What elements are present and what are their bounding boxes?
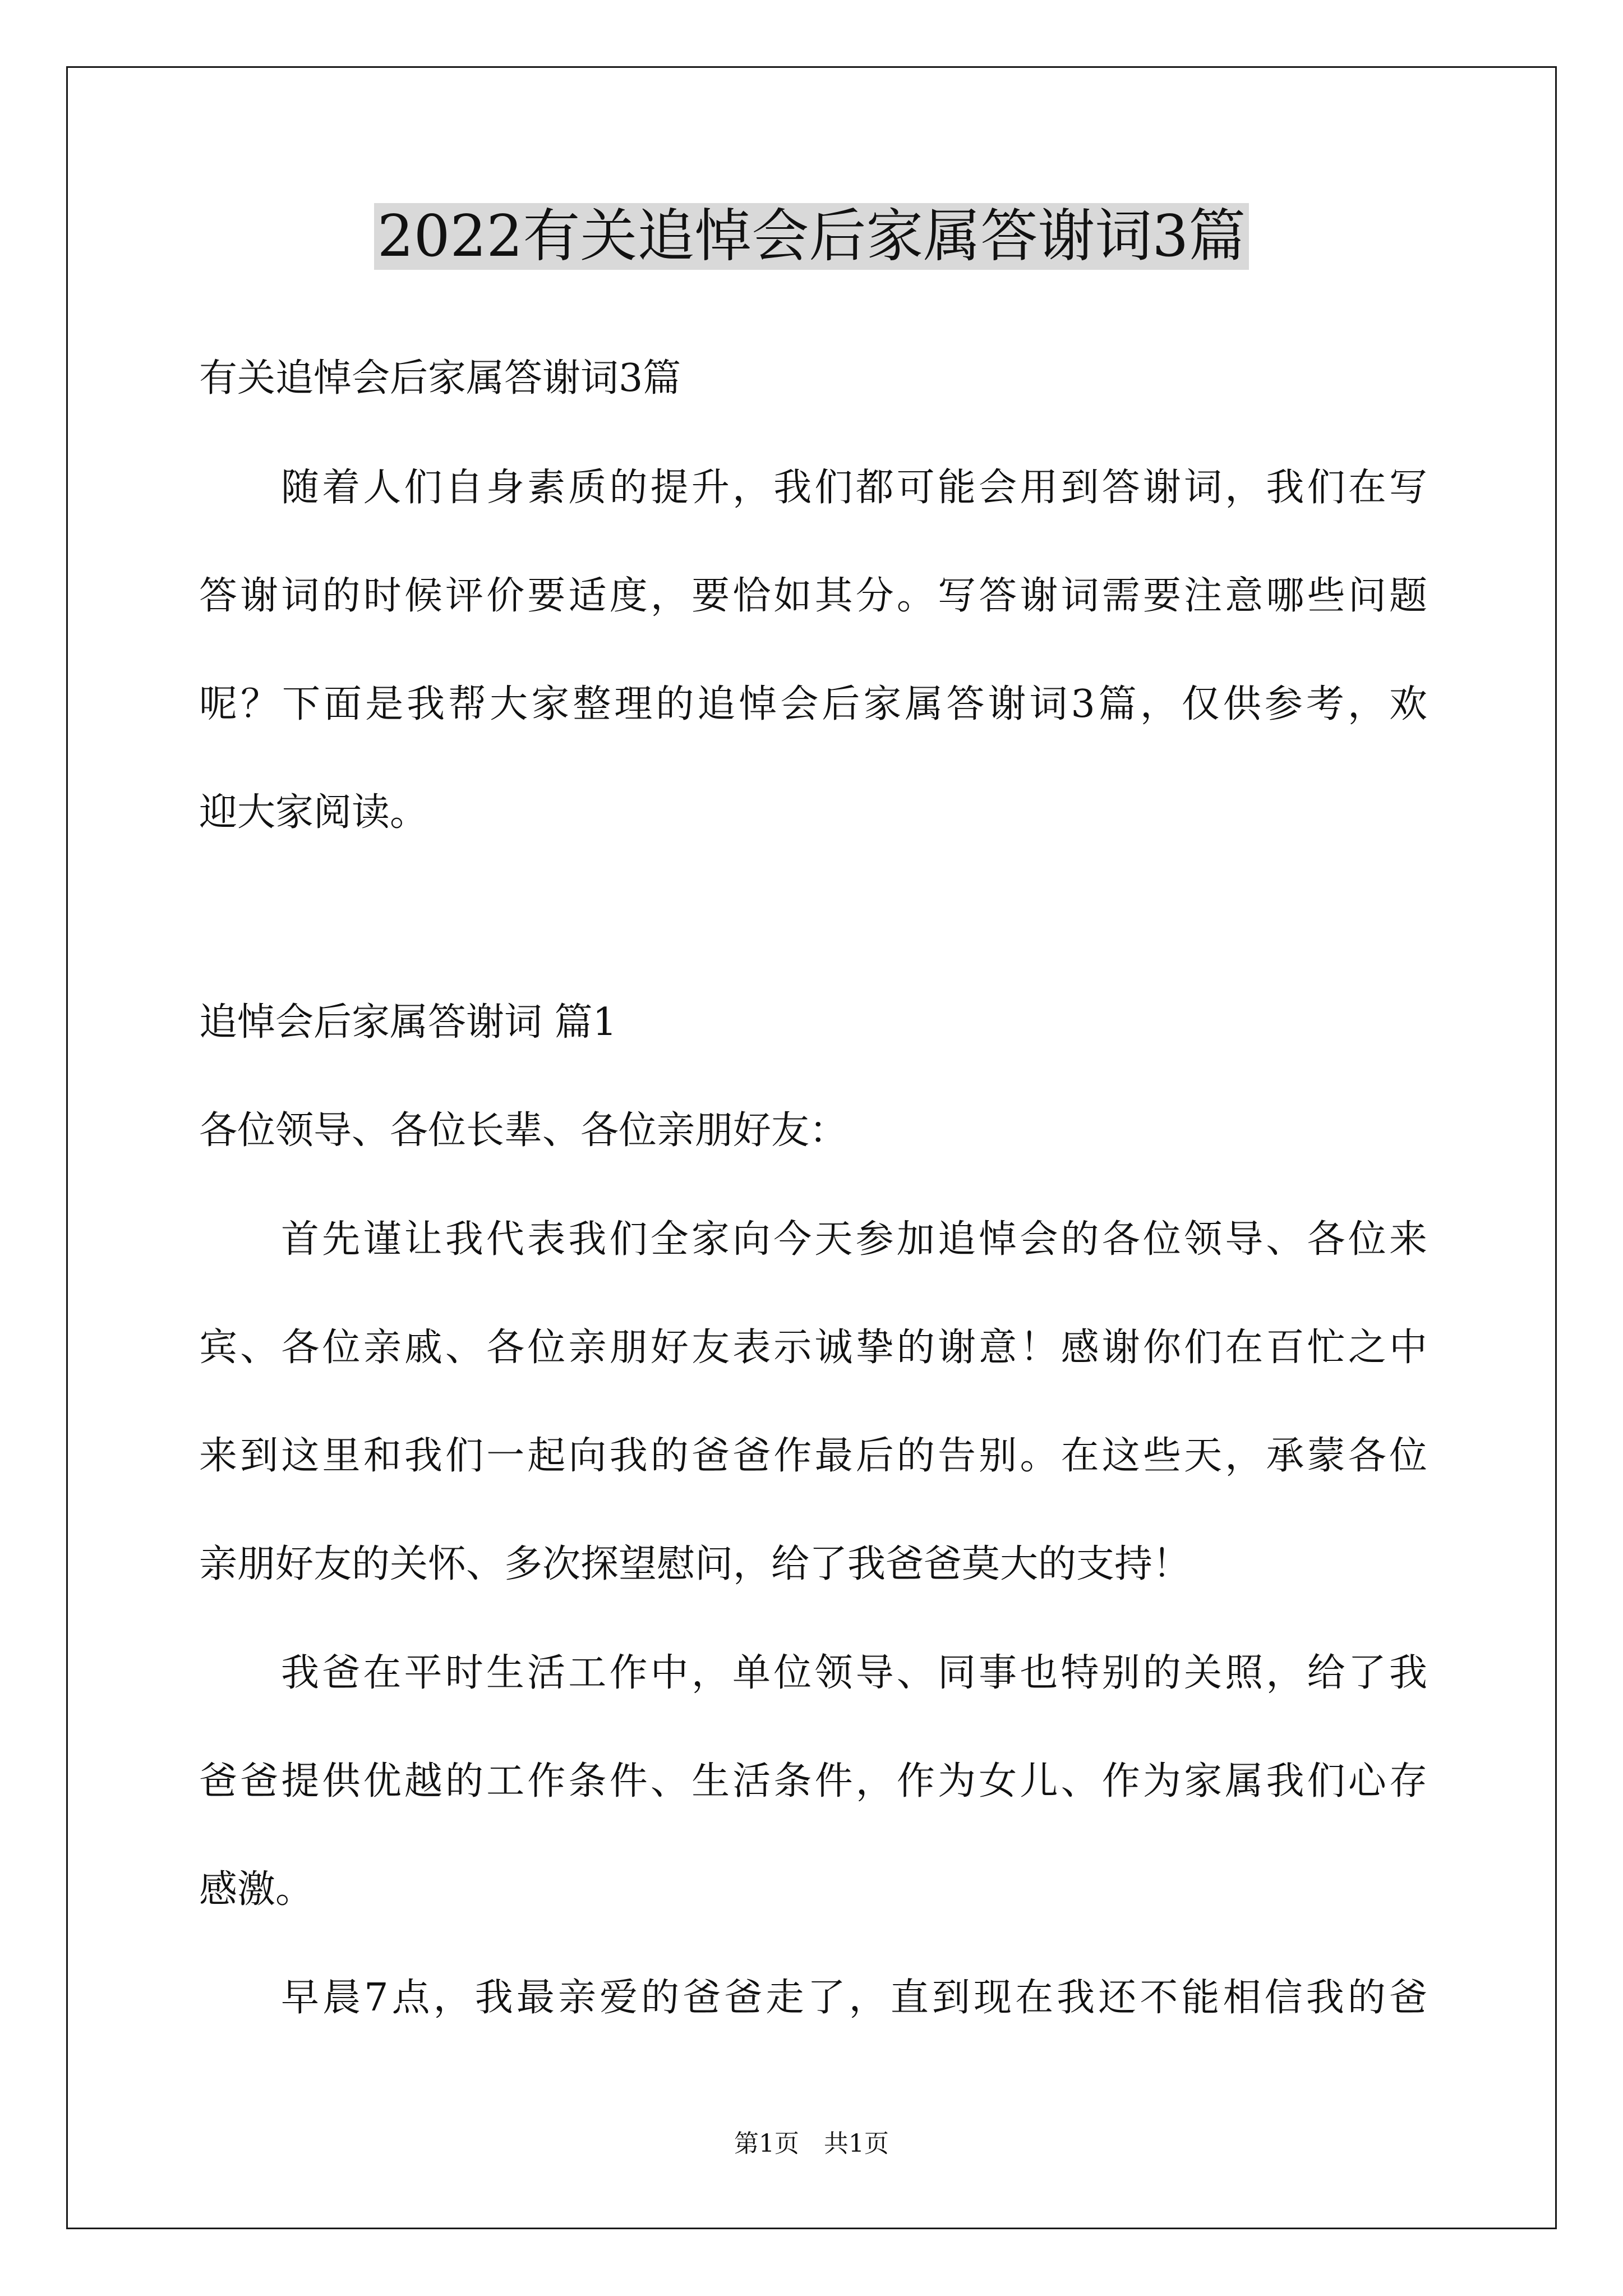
page-number: 第1页 共1页: [734, 2129, 889, 2158]
subtitle-line: 有关追悼会后家属答谢词3篇: [199, 356, 681, 401]
paragraph-line: 我爸在平时生活工作中，单位领导、同事也特别的关照，给了我: [281, 1651, 1427, 1695]
paragraph-line: 感激。: [199, 1867, 314, 1912]
paragraph-line: 来到这里和我们一起向我的爸爸作最后的告别。在这些天，承蒙各位: [199, 1434, 1427, 1478]
intro-paragraph-line: 迎大家阅读。: [199, 790, 428, 835]
paragraph-line: 早晨7点，我最亲爱的爸爸走了，直到现在我还不能相信我的爸: [281, 1976, 1427, 2020]
document-title: 2022有关追悼会后家属答谢词3篇: [0, 197, 1623, 276]
section-heading: 追悼会后家属答谢词 篇1: [199, 1000, 617, 1045]
paragraph-line: 宾、各位亲戚、各位亲朋好友表示诚挚的谢意！感谢你们在百忙之中: [199, 1326, 1427, 1370]
salutation-line: 各位领导、各位长辈、各位亲朋好友：: [199, 1108, 848, 1153]
paragraph-line: 爸爸提供优越的工作条件、生活条件，作为女儿、作为家属我们心存: [199, 1759, 1427, 1803]
paragraph-line: 亲朋好友的关怀、多次探望慰问，给了我爸爸莫大的支持！: [199, 1542, 1191, 1586]
intro-paragraph-line: 答谢词的时候评价要适度，要恰如其分。写答谢词需要注意哪些问题: [199, 574, 1427, 618]
intro-paragraph-line: 呢？下面是我帮大家整理的追悼会后家属答谢词3篇，仅供参考，欢: [199, 682, 1427, 726]
paragraph-line: 首先谨让我代表我们全家向今天参加追悼会的各位领导、各位来: [281, 1217, 1427, 1262]
intro-paragraph-line: 随着人们自身素质的提升，我们都可能会用到答谢词，我们在写: [281, 466, 1427, 510]
